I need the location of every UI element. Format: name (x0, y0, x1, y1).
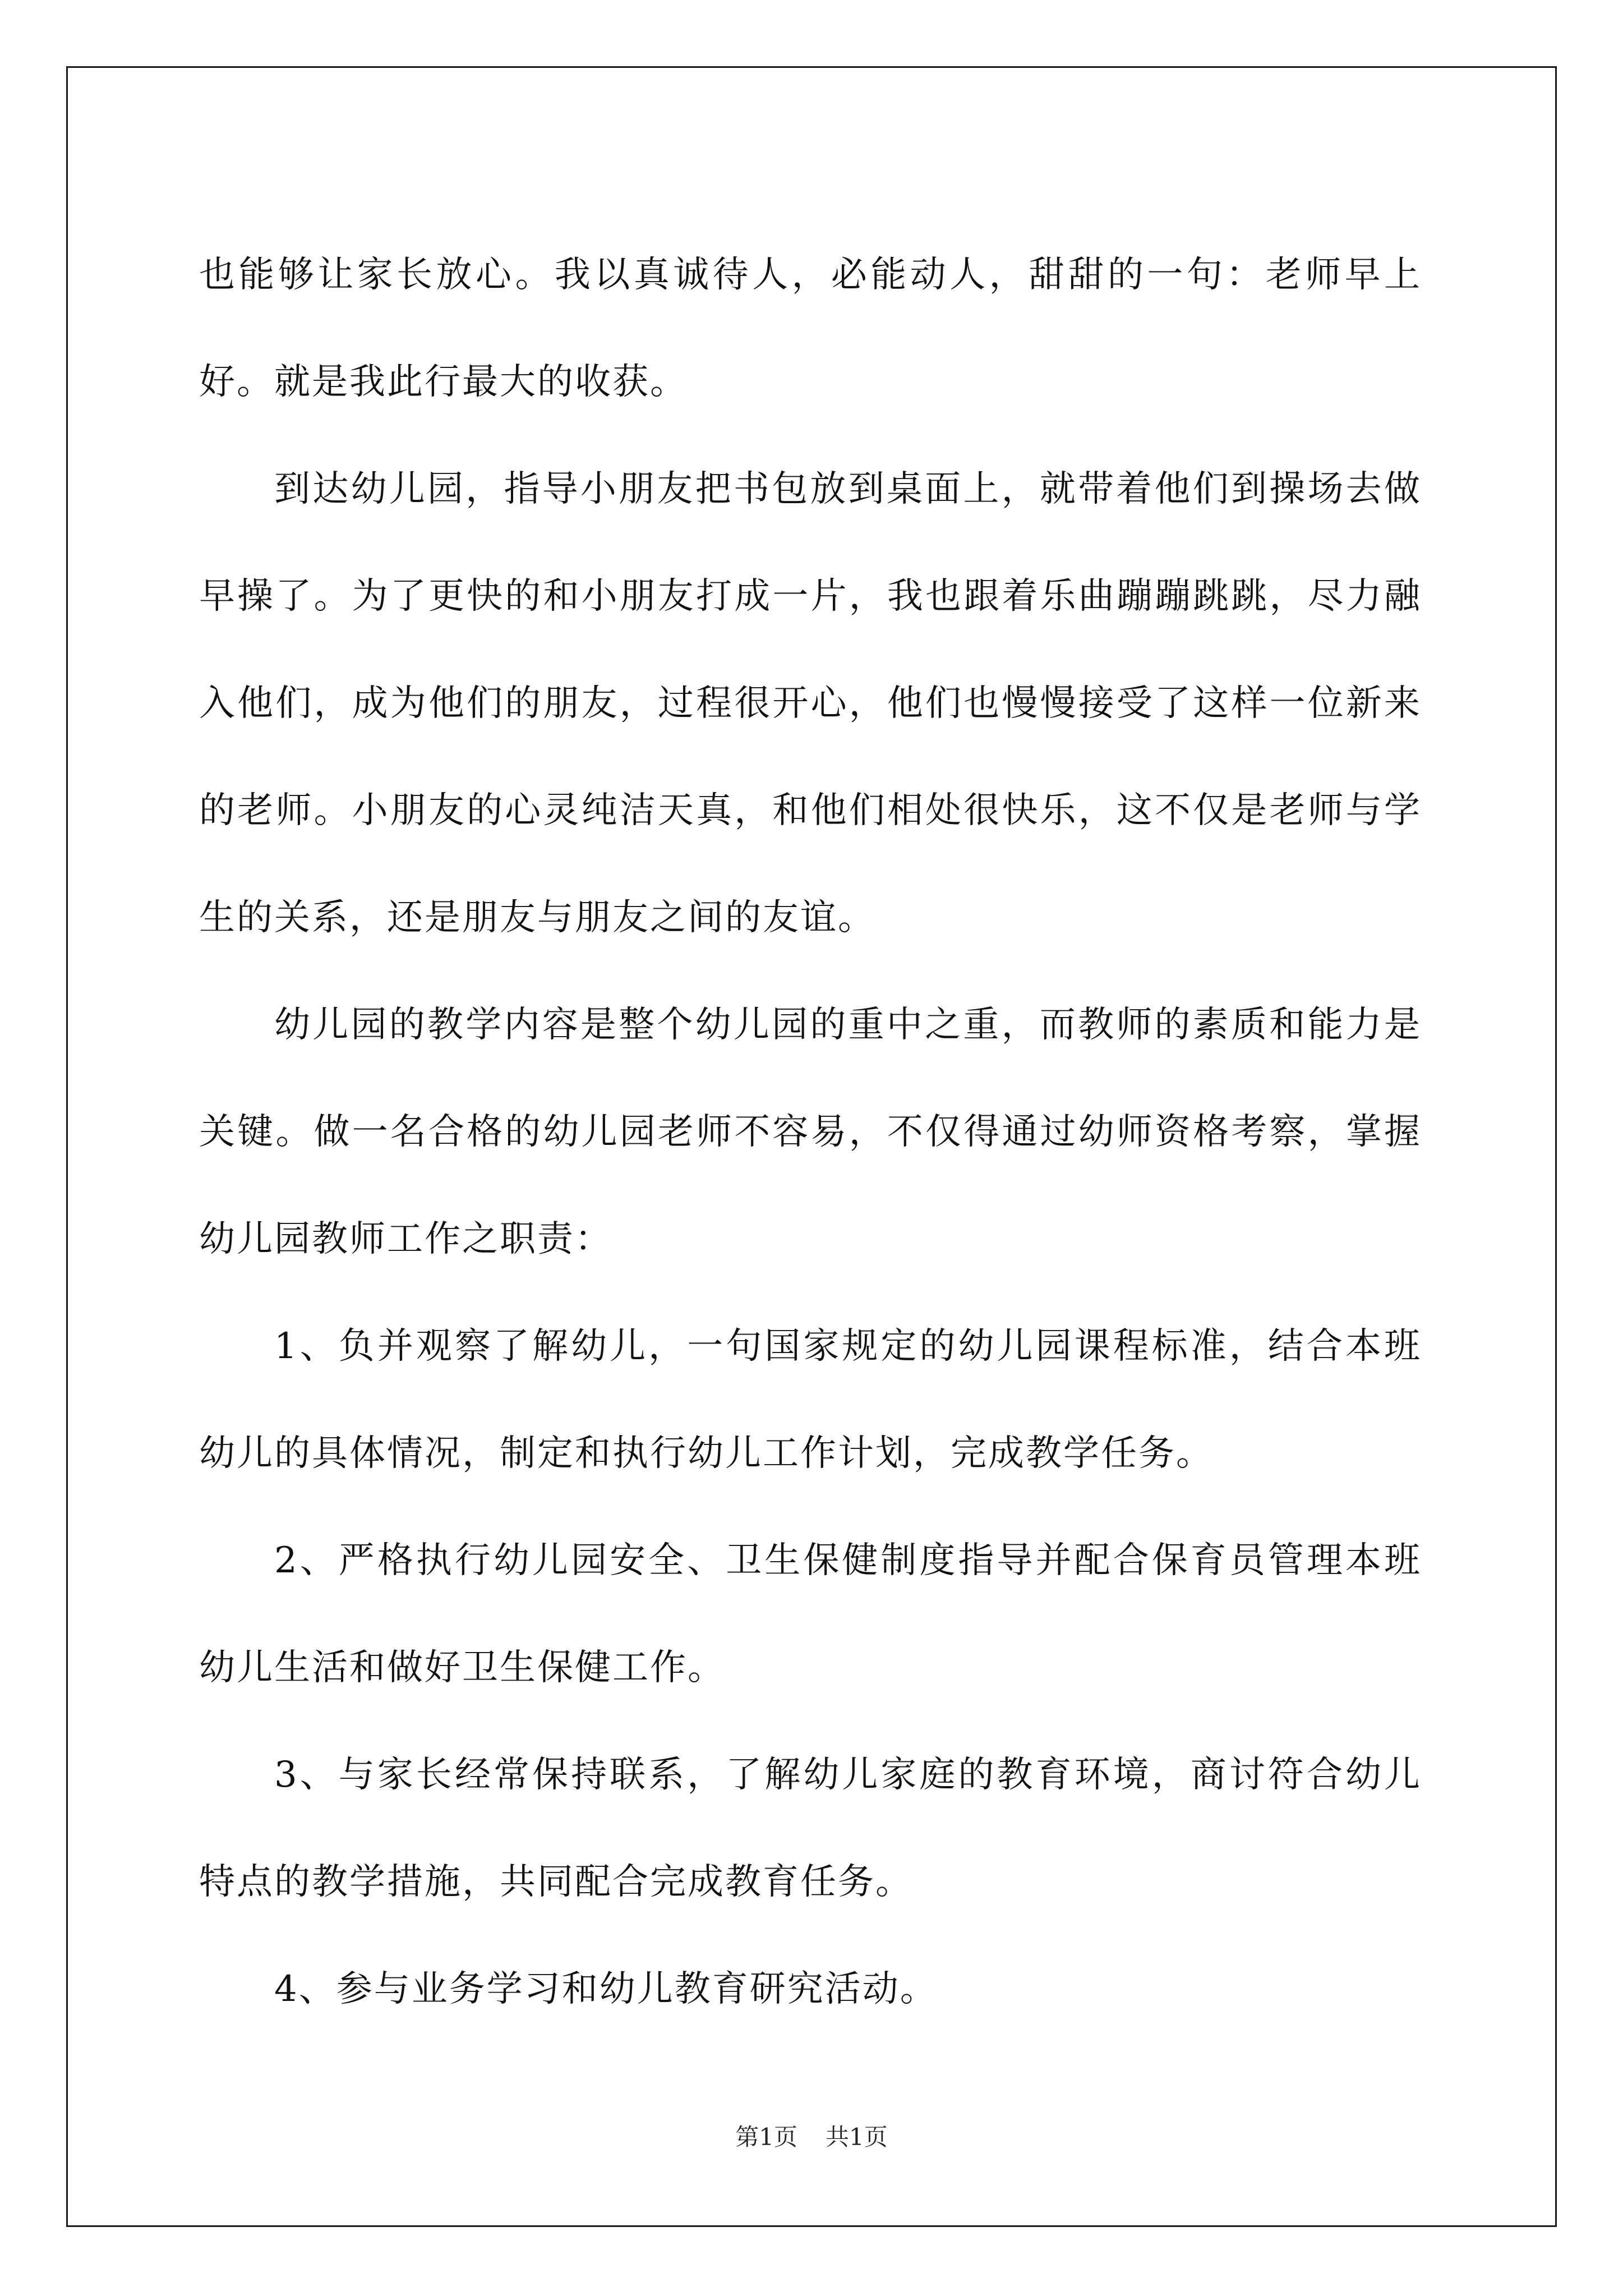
paragraph-teaching-content: 幼儿园的教学内容是整个幼儿园的重中之重，而教师的素质和能力是关键。做一名合格的幼儿园老师不容易，不仅得通过幼师资格考察，掌握幼儿园教师工作之职责： (199, 1004, 1422, 1260)
document-body (199, 222, 1422, 2043)
paragraph-continuation: 也能够让家长放心。我以真诚待人，必能动人，甜甜的一句：老师早上好。就是我此行最大的收获。 (199, 254, 1422, 403)
page-total: 共1页 (826, 2123, 888, 2151)
paragraph-arrival: 到达幼儿园，指导小朋友把书包放到桌面上，就带着他们到操场去做早操了。为了更快的和小朋友打成一片，我也跟着乐曲蹦蹦跳跳，尽力融入他们，成为他们的朋友，过程很开心，他们也慢慢接受了这样一位新来的老师。小朋友的心灵纯洁天真，和他们相处很快乐，这不仅是老师与学生的关系，还是朋友与朋友之间的友谊。 (199, 468, 1422, 938)
page-number: 第1页 (735, 2123, 797, 2151)
list-item-duty-3: 3、与家长经常保持联系，了解幼儿家庭的教育环境，商讨符合幼儿特点的教学措施，共同配合完成教育任务。 (199, 1754, 1422, 1903)
list-item-duty-2: 2、严格执行幼儿园安全、卫生保健制度指导并配合保育员管理本班幼儿生活和做好卫生保健工作。 (199, 1540, 1422, 1688)
list-item-duty-1: 1、负并观察了解幼儿，一句国家规定的幼儿园课程标准，结合本班幼儿的具体情况，制定和执行幼儿工作计划，完成教学任务。 (199, 1326, 1422, 1474)
list-item-duty-4: 4、参与业务学习和幼儿教育研究活动。 (274, 1968, 938, 2010)
page-footer (0, 2123, 1623, 2151)
